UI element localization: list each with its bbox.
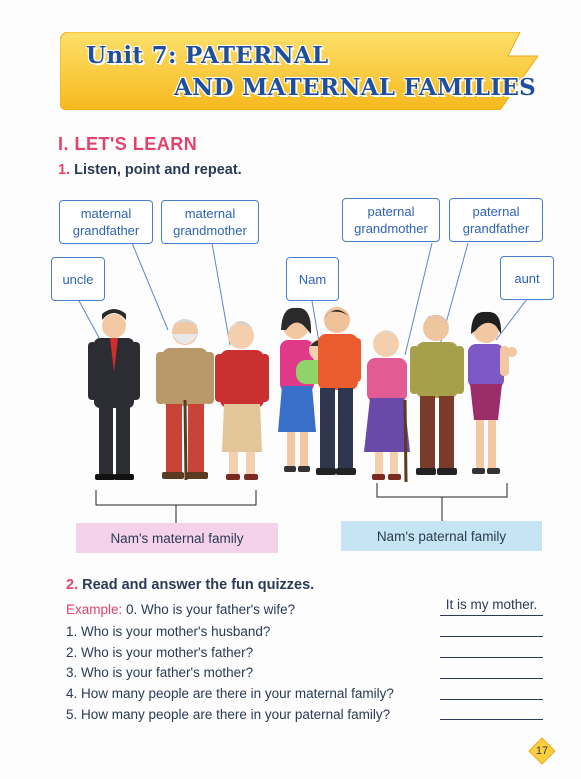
answer-line-1[interactable]	[440, 618, 543, 637]
paternal-grandfather-figure	[410, 315, 464, 475]
answer-line-4[interactable]	[440, 681, 543, 700]
example-answer: It is my mother.	[440, 597, 543, 616]
label-maternal-grandfather: maternal grandfather	[59, 200, 153, 244]
label-aunt: aunt	[500, 256, 554, 300]
question-3: 3. Who is your father's mother?	[66, 665, 254, 680]
label-uncle: uncle	[51, 257, 105, 301]
maternal-grandfather-figure	[156, 319, 214, 480]
activity1-number: 1.	[58, 162, 71, 178]
example-label: Example:	[66, 602, 123, 617]
page-number-badge	[528, 737, 556, 765]
paternal-grandmother-figure	[364, 330, 410, 482]
activity2-number: 2.	[66, 577, 79, 593]
answer-line-3[interactable]	[440, 660, 543, 679]
page-number: 17	[535, 745, 549, 757]
answer-line-2[interactable]	[440, 639, 543, 658]
label-nam: Nam	[286, 257, 339, 301]
uncle-figure	[88, 309, 140, 480]
paternal-family-box: Nam's paternal family	[341, 521, 542, 551]
aunt-figure	[468, 312, 517, 474]
label-paternal-grandfather: paternal grandfather	[449, 198, 543, 242]
maternal-family-box: Nam's maternal family	[76, 523, 278, 553]
maternal-grandmother-figure	[215, 321, 269, 480]
activity2-instruction: Read and answer the fun quizzes.	[82, 577, 315, 593]
father-figure	[316, 307, 361, 475]
question-4: 4. How many people are there in your maternal family?	[66, 686, 394, 701]
section-title: I. LET'S LEARN	[58, 134, 198, 154]
example-question: 0. Who is your father's wife?	[126, 602, 296, 617]
activity1-instruction: Listen, point and repeat.	[74, 162, 242, 178]
label-paternal-grandmother: paternal grandmother	[342, 198, 440, 242]
activity2-heading	[66, 577, 314, 593]
question-2: 2. Who is your mother's father?	[66, 645, 254, 660]
label-maternal-grandmother: maternal grandmother	[161, 200, 259, 244]
unit-title-line2: AND MATERNAL FAMILIES	[174, 74, 537, 101]
question-1: 1. Who is your mother's husband?	[66, 624, 271, 639]
unit-title-line1: Unit 7: PATERNAL	[86, 42, 329, 69]
answer-line-5[interactable]	[440, 701, 543, 720]
example-question-row	[66, 602, 295, 617]
question-5: 5. How many people are there in your paternal family?	[66, 707, 391, 722]
